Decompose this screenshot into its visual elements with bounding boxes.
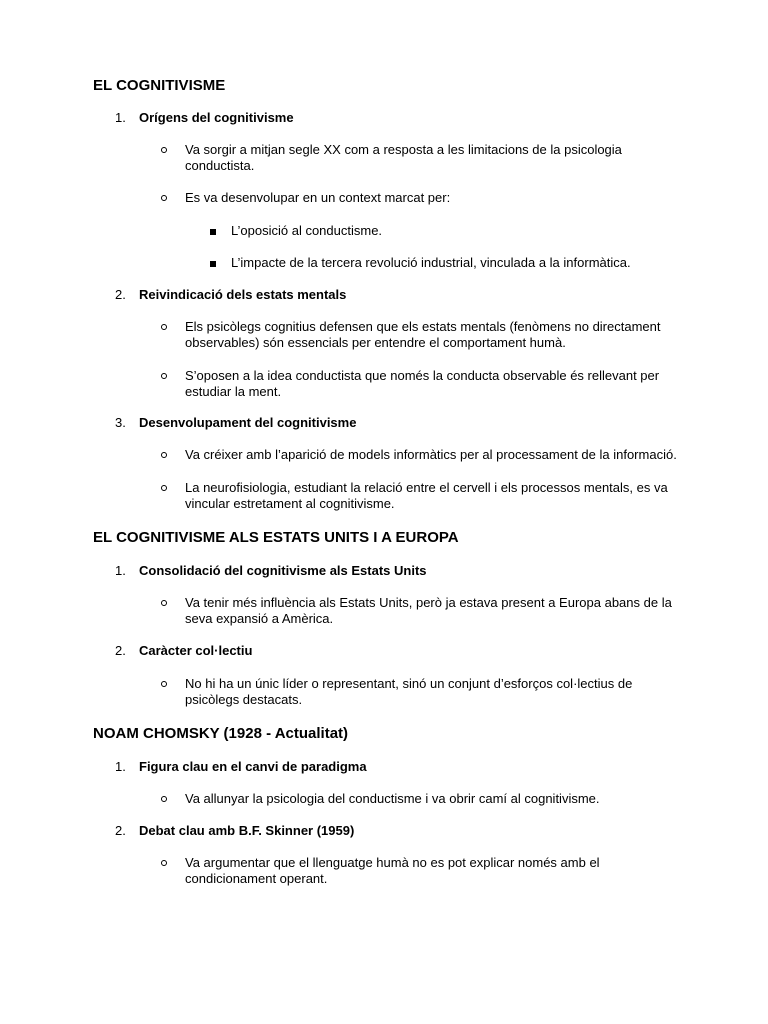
bullet-text-line: vincular estretament al cognitivisme.	[185, 496, 395, 511]
bullet-text-line: Va sorgir a mitjan segle XX com a resposta a les limitacions de la psicologia	[185, 142, 622, 157]
bullet-text-line: Els psicòlegs cognitius defensen que els estats mentals (fenòmens no directament	[185, 319, 661, 334]
section-heading: NOAM CHOMSKY (1928 - Actualitat)	[93, 725, 349, 742]
list-number: 1.	[115, 110, 126, 125]
list-number: 1.	[115, 563, 126, 578]
circle-bullet-icon	[161, 147, 167, 153]
circle-bullet-icon	[161, 195, 167, 201]
bullet-text-line: observables) són essencials per entendre el comportament humà.	[185, 335, 566, 350]
subsection-title: Reivindicació dels estats mentals	[139, 287, 347, 302]
bullet-text-line: condicionament operant.	[185, 871, 328, 886]
subsection-title: Desenvolupament del cognitivisme	[139, 415, 357, 430]
list-number: 2.	[115, 643, 126, 658]
subsection-title: Caràcter col·lectiu	[139, 643, 253, 658]
section-heading: EL COGNITIVISME ALS ESTATS UNITS I A EUROPA	[93, 529, 459, 546]
square-bullet-icon	[210, 261, 216, 267]
bullet-text-line: Va argumentar que el llenguatge humà no es pot explicar només amb el	[185, 855, 600, 870]
subbullet-text: L’oposició al conductisme.	[231, 223, 383, 238]
circle-bullet-icon	[161, 860, 167, 866]
circle-bullet-icon	[161, 452, 167, 458]
bullet-text-line: Es va desenvolupar en un context marcat per:	[185, 190, 451, 205]
section-heading: EL COGNITIVISME	[93, 77, 226, 94]
bullet-text-line: Va tenir més influència als Estats Units, però ja estava present a Europa abans de la	[185, 595, 672, 610]
circle-bullet-icon	[161, 796, 167, 802]
subsection-title: Orígens del cognitivisme	[139, 110, 294, 125]
bullet-text-line: La neurofisiologia, estudiant la relació entre el cervell i els processos mentals, es va	[185, 480, 668, 495]
list-number: 3.	[115, 415, 126, 430]
circle-bullet-icon	[161, 324, 167, 330]
bullet-text-line: psicòlegs destacats.	[185, 692, 303, 707]
bullet-text-line: No hi ha un únic líder o representant, sinó un conjunt d’esforços col·lectius de	[185, 676, 633, 691]
subsection-title: Figura clau en el canvi de paradigma	[139, 759, 367, 774]
bullet-text-line: Va créixer amb l’aparició de models informàtics per al processament de la informació.	[185, 447, 677, 462]
bullet-text-line: seva expansió a Amèrica.	[185, 611, 334, 626]
bullet-text-line: estudiar la ment.	[185, 384, 282, 399]
list-number: 2.	[115, 823, 126, 838]
subsection-title: Debat clau amb B.F. Skinner (1959)	[139, 823, 355, 838]
circle-bullet-icon	[161, 600, 167, 606]
bullet-text-line: Va allunyar la psicologia del conductisme i va obrir camí al cognitivisme.	[185, 791, 600, 806]
list-number: 2.	[115, 287, 126, 302]
bullet-text-line: conductista.	[185, 158, 255, 173]
bullet-text-line: S’oposen a la idea conductista que només la conducta observable és rellevant per	[185, 368, 660, 383]
subbullet-text: L’impacte de la tercera revolució industrial, vinculada a la informàtica.	[231, 255, 631, 270]
list-number: 1.	[115, 759, 126, 774]
circle-bullet-icon	[161, 485, 167, 491]
subsection-title: Consolidació del cognitivisme als Estats Units	[139, 563, 427, 578]
square-bullet-icon	[210, 229, 216, 235]
circle-bullet-icon	[161, 373, 167, 379]
circle-bullet-icon	[161, 681, 167, 687]
